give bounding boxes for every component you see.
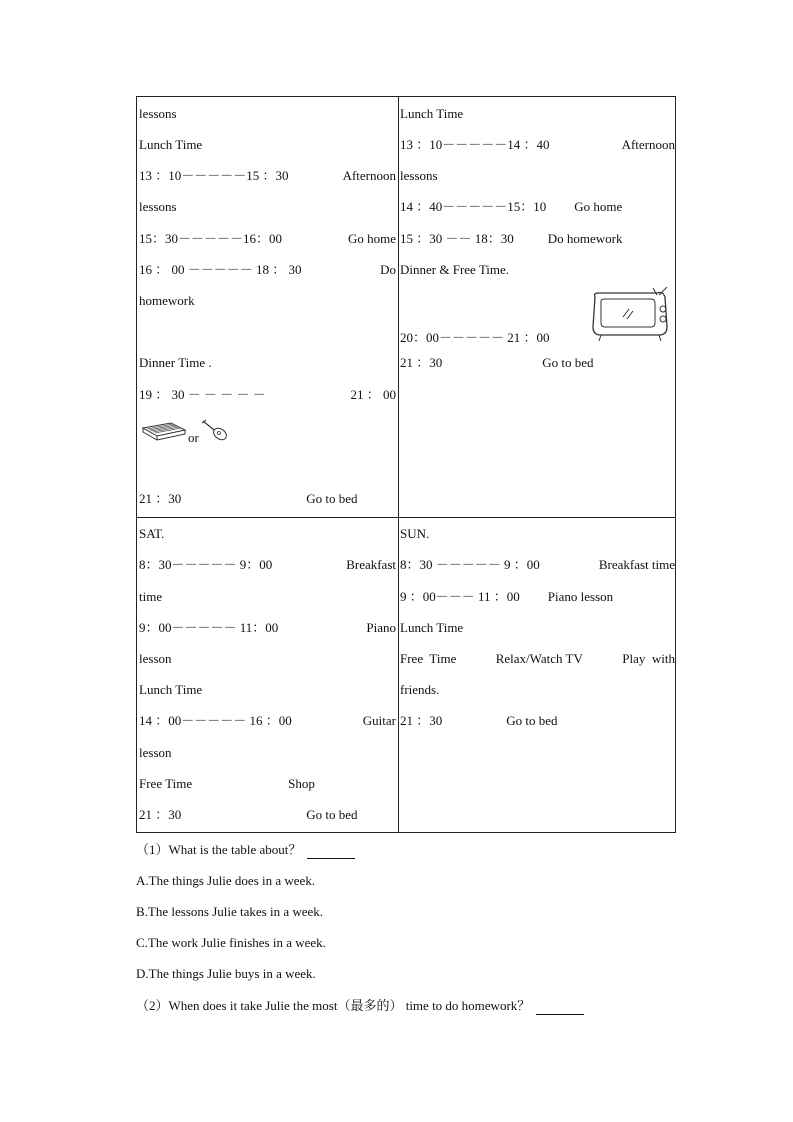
table-line: 15 ：30 －－ 18：30 Do homework <box>400 231 623 246</box>
table-line: lesson <box>139 745 172 760</box>
table-line: Free Time Relax/Watch TV Play with <box>400 651 675 666</box>
table-line: 14 ：40－－－－－15：10 Go home <box>400 199 623 214</box>
table-line: SAT. <box>139 526 165 541</box>
table-line: Dinner Time . <box>139 355 212 370</box>
table-line: time <box>139 589 163 604</box>
table-line: homework <box>139 293 195 308</box>
table-line: Free Time Shop <box>139 776 315 791</box>
table-line: 21 ：30 Go to bed <box>139 807 358 822</box>
question-1: （1）What is the table about？ <box>136 840 355 860</box>
option-b: B.The lessons Julie takes in a week. <box>136 904 324 919</box>
table-line: SUN. <box>400 526 430 541</box>
table-line: Dinner & Free Time. <box>400 262 510 277</box>
schedule-table <box>136 96 676 833</box>
table-line: 21 ：30 Go to bed <box>139 491 358 506</box>
or-text: or <box>188 430 199 445</box>
table-line: Lunch Time <box>139 137 203 152</box>
table-divider-vertical <box>398 97 399 832</box>
table-line: 21 ：30 Go to bed <box>400 713 558 728</box>
table-line: 21 ：30 Go to bed <box>400 355 594 370</box>
table-line: 9 ：00－－－ 11 ：00 Piano lesson <box>400 589 614 604</box>
answer-blank[interactable] <box>307 844 355 859</box>
table-line: lessons <box>139 199 177 214</box>
table-line: 13 ：10－－－－－15 ：30 Afternoon <box>139 168 396 183</box>
table-line: 8：30 －－－－－ 9 ：00 Breakfast time <box>400 557 675 572</box>
option-d: D.The things Julie buys in a week. <box>136 966 316 981</box>
table-line: 20：00－－－－－ 21 ：00 <box>400 330 550 345</box>
table-line: 19 ： 30 － － － － － 21 ： 00 <box>139 387 396 402</box>
question-2: （2）When does it take Julie the most（最多的） time to do homework？ <box>136 996 584 1016</box>
option-a: A.The things Julie does in a week. <box>136 873 316 888</box>
table-line: lessons <box>400 168 438 183</box>
option-c: C.The work Julie finishes in a week. <box>136 935 326 950</box>
answer-blank[interactable] <box>536 1000 584 1015</box>
table-line: 16 ： 00 －－－－－ 18 ： 30 Do <box>139 262 396 277</box>
table-line: Lunch Time <box>400 106 464 121</box>
guitar-icon <box>201 419 229 441</box>
table-line: 15：30－－－－－16：00 Go home <box>139 231 396 246</box>
table-line: friends. <box>400 682 440 697</box>
table-line: 8：30－－－－－ 9：00 Breakfast <box>139 557 396 572</box>
table-line: Lunch Time <box>139 682 203 697</box>
table-line: 14 ：00－－－－－ 16 ：00 Guitar <box>139 713 396 728</box>
table-line: 9：00－－－－－ 11：00 Piano <box>139 620 396 635</box>
table-divider-horizontal <box>137 517 675 518</box>
table-line: 13 ：10－－－－－14 ：40 Afternoon <box>400 137 675 152</box>
book-icon <box>141 419 187 441</box>
table-line: lesson <box>139 651 172 666</box>
table-line: lessons <box>139 106 177 121</box>
table-line: Lunch Time <box>400 620 464 635</box>
